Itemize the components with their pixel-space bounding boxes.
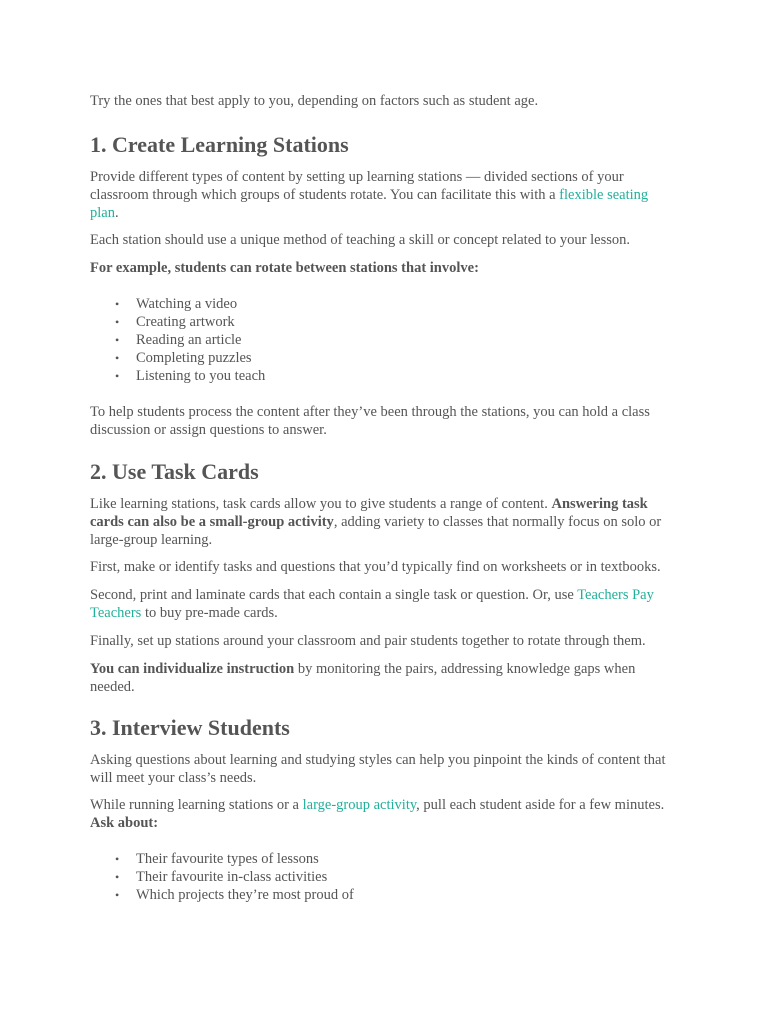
section2-paragraph-5	[90, 660, 678, 696]
section2-p3-end: to buy pre-made cards.	[141, 605, 278, 621]
section2-p1-text: Like learning stations, task cards allow you to give students a range of content.	[90, 496, 552, 512]
section2-paragraph-2: First, make or identify tasks and questions that you’d typically find on worksheets or in textbooks.	[90, 559, 661, 575]
section2-paragraph-1	[90, 495, 678, 549]
section3-p2-text: While running learning stations or a	[90, 797, 303, 813]
section2-paragraph-4: Finally, set up stations around your classroom and pair students together to rotate through them.	[90, 633, 646, 649]
list-item: • Completing puzzles	[136, 349, 678, 367]
stations-list	[90, 295, 678, 385]
section1-paragraph-2: Each station should use a unique method of teaching a skill or concept related to your lesson.	[90, 232, 630, 248]
list-item: • Creating artwork	[136, 313, 678, 331]
intro-paragraph: Try the ones that best apply to you, depending on factors such as student age.	[90, 93, 539, 109]
section2-p1-bold: Answering task cards can also be a small-group activity	[90, 496, 648, 530]
list-item: • Watching a video	[136, 295, 678, 313]
section3-p2-bold: Ask about:	[90, 815, 159, 831]
section3-paragraph-2	[90, 796, 678, 832]
section2-p3-text: Second, print and laminate cards that each contain a single task or question. Or, use	[90, 587, 578, 603]
section1-paragraph-3	[90, 259, 678, 277]
list-item: • Which projects they’re most proud of	[136, 886, 678, 904]
section3-p2-mid: , pull each student aside for a few minutes.	[416, 797, 665, 813]
flexible-seating-plan-link[interactable]: flexible seating plan	[90, 187, 649, 221]
section-heading-learning-stations: 1. Create Learning Stations	[90, 132, 349, 157]
section2-paragraph-3	[90, 586, 678, 622]
section-heading-interview-students: 3. Interview Students	[90, 715, 290, 740]
section1-paragraph-4: To help students process the content after they’ve been through the stations, you can hold a class discussion or assign questions to answer.	[90, 404, 650, 438]
section1-p3-bold: For example, students can rotate between stations that involve:	[90, 260, 479, 276]
section-heading-task-cards: 2. Use Task Cards	[90, 459, 259, 484]
section1-paragraph-1	[90, 168, 678, 222]
section1-p1-end: .	[114, 205, 119, 221]
teachers-pay-teachers-link[interactable]: Teachers Pay Teachers	[90, 587, 654, 621]
list-item: • Reading an article	[136, 331, 678, 349]
large-group-activity-link[interactable]: large-group activity	[302, 797, 417, 813]
list-item: • Their favourite types of lessons	[136, 850, 678, 868]
section3-paragraph-1: Asking questions about learning and studying styles can help you pinpoint the kinds of content that will meet your class’s needs.	[90, 752, 666, 786]
list-item: • Listening to you teach	[136, 367, 678, 385]
section2-p5-bold: You can individualize instruction	[90, 661, 295, 677]
section2-p5-end: by monitoring the pairs, addressing knowledge gaps when needed.	[90, 661, 636, 695]
section1-p1-text: Provide different types of content by setting up learning stations — divided sections of your classroom through which groups of students rotate. You can facilitate this with a	[90, 169, 624, 203]
interview-topics-list	[90, 850, 678, 904]
section2-p1-end: , adding variety to classes that normally focus on solo or large-group learning.	[90, 514, 662, 548]
list-item: • Their favourite in-class activities	[136, 868, 678, 886]
